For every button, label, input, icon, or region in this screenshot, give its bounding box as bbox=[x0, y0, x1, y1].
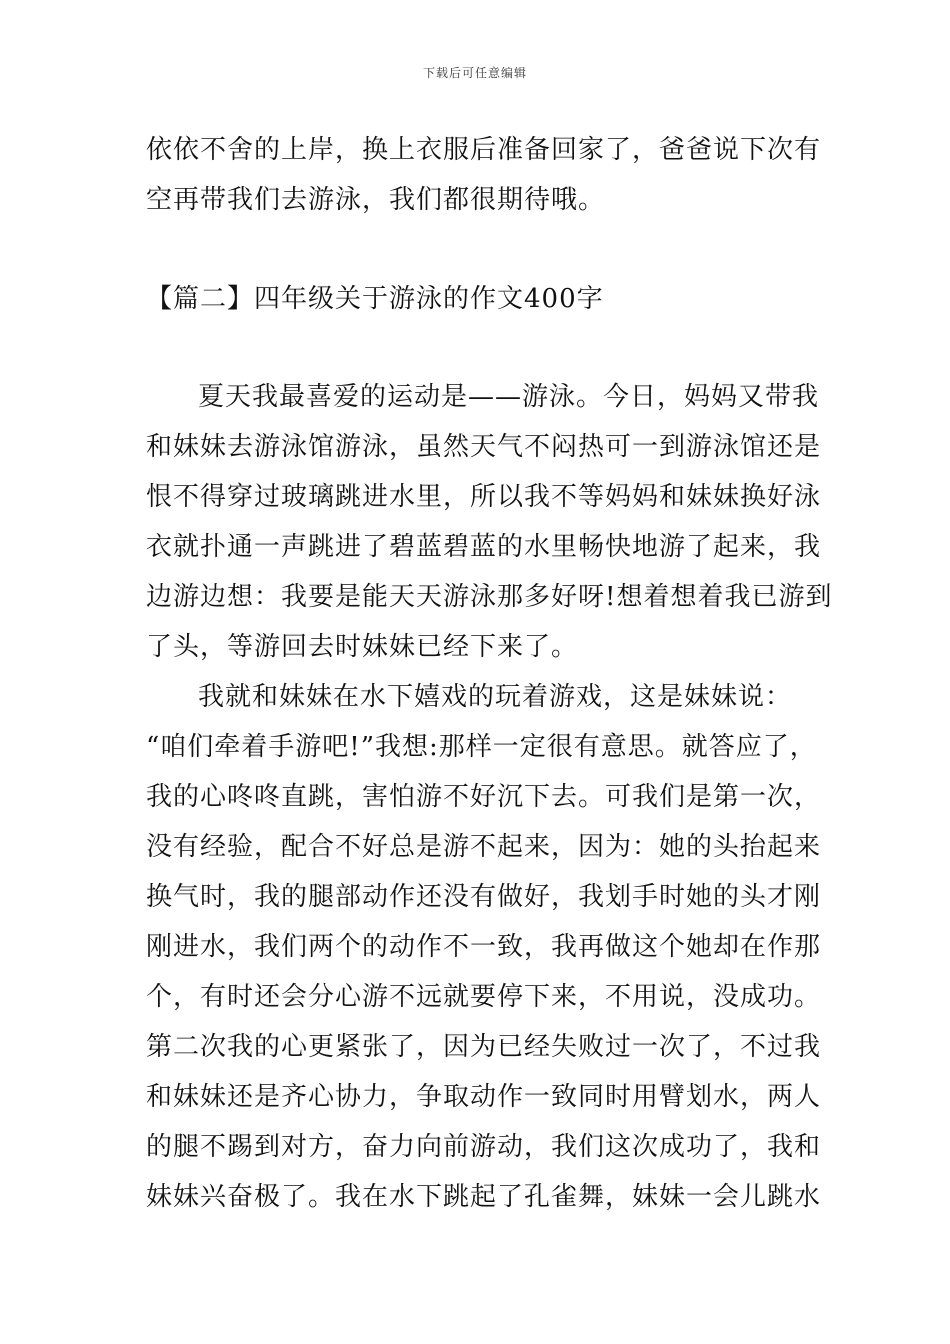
intro-line: 空再带我们去游泳，我们都很期待哦。 bbox=[146, 185, 606, 215]
paragraph-line: “咱们牵着手游吧!”我想:那样一定很有意思。就答应了， bbox=[146, 732, 817, 762]
paragraph-line: 换气时，我的腿部动作还没有做好，我划手时她的头才刚 bbox=[146, 882, 822, 912]
paragraph-line: 第二次我的心更紧张了，因为已经失败过一次了，不过我 bbox=[146, 1032, 822, 1062]
paragraph-line: 我就和妹妹在水下嬉戏的玩着游戏，这是妹妹说： bbox=[198, 682, 793, 712]
header-note: 下载后可任意编辑 bbox=[422, 66, 527, 80]
paragraph-line: 的腿不踢到对方，奋力向前游动，我们这次成功了，我和 bbox=[146, 1132, 822, 1162]
paragraph-line: 了头，等游回去时妹妹已经下来了。 bbox=[146, 632, 579, 662]
paragraph-line: 我的心咚咚直跳，害怕游不好沉下去。可我们是第一次， bbox=[146, 782, 822, 812]
intro-line: 依依不舍的上岸，换上衣服后准备回家了，爸爸说下次有 bbox=[146, 135, 822, 165]
paragraph-line: 和妹妹还是齐心协力，争取动作一致同时用臂划水，两人 bbox=[146, 1082, 822, 1112]
paragraph-line: 没有经验，配合不好总是游不起来，因为：她的头抬起来 bbox=[146, 832, 822, 862]
paragraph-line: 边游边想：我要是能天天游泳那多好呀!想着想着我已游到 bbox=[146, 582, 833, 612]
paragraph-line: 衣就扑通一声跳进了碧蓝碧蓝的水里畅快地游了起来，我 bbox=[146, 532, 822, 562]
paragraph-line: 夏天我最喜爱的运动是——游泳。今日，妈妈又带我 bbox=[198, 382, 820, 412]
paragraph-line: 恨不得穿过玻璃跳进水里，所以我不等妈妈和妹妹换好泳 bbox=[146, 482, 822, 512]
section-title: 【篇二】四年级关于游泳的作文400字 bbox=[146, 284, 604, 314]
paragraph-line: 和妹妹去游泳馆游泳，虽然天气不闷热可一到游泳馆还是 bbox=[146, 432, 822, 462]
paragraph-line: 个，有时还会分心游不远就要停下来，不用说，没成功。 bbox=[146, 982, 822, 1012]
paragraph-line: 刚进水，我们两个的动作不一致，我再做这个她却在作那 bbox=[146, 932, 822, 962]
paragraph-line: 妹妹兴奋极了。我在水下跳起了孔雀舞，妹妹一会儿跳水 bbox=[146, 1182, 822, 1212]
